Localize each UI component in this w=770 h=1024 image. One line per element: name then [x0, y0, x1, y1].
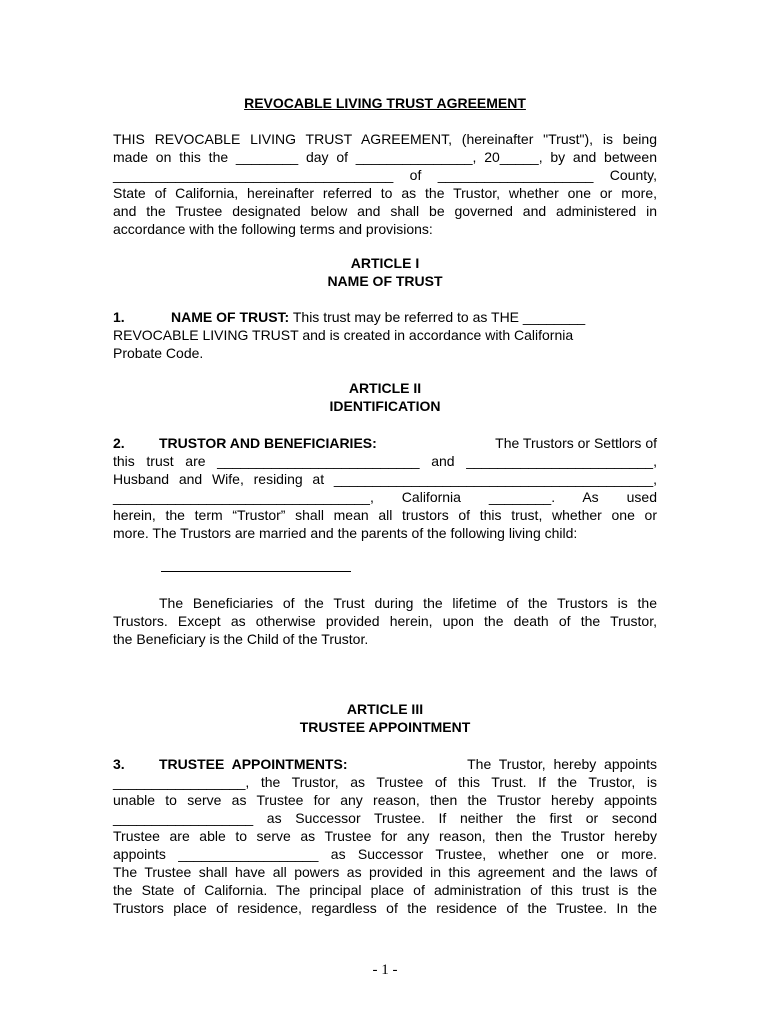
section-3-line: __________________ as Successor Trustee. If neither the first or second: [113, 810, 657, 826]
beneficiaries-line: Trustors. Except as otherwise provided herein, upon the death of the Trustor,: [113, 613, 657, 629]
section-3-line: Trustee are able to serve as Trustee for any reason, then the Trustor hereby: [113, 828, 657, 844]
section-3-heading: TRUSTEE APPOINTMENTS:: [159, 756, 348, 772]
section-1-heading: NAME OF TRUST:: [171, 309, 290, 325]
section-2: [113, 434, 657, 542]
section-3-line: appoints __________________ as Successor Trustee, whether one or more.: [113, 846, 657, 862]
section-2-line: herein, the term “Trustor” shall mean all trustors of this trust, whether one or: [113, 507, 657, 523]
beneficiaries-line: The Beneficiaries of the Trust during the lifetime of the Trustors is the: [159, 595, 657, 611]
section-1-line: REVOCABLE LIVING TRUST and is created in accordance with California: [113, 327, 574, 343]
section-2-line: this trust are __________________________ and ________________________,: [113, 453, 657, 469]
section-2-line: _________________________________, California ________. As used: [113, 489, 657, 505]
intro-line: accordance with the following terms and provisions:: [113, 221, 433, 237]
article-2-heading: [113, 379, 657, 415]
article-1-label: ARTICLE I: [350, 255, 420, 271]
section-3-text: The Trustor, hereby appoints: [467, 756, 657, 772]
section-3: [113, 755, 657, 917]
section-2-number: 2.: [113, 435, 125, 451]
article-2-name: IDENTIFICATION: [329, 398, 441, 414]
intro-line: made on this the ________ day of _______________, 20_____, by and between: [113, 149, 657, 165]
intro-line: THIS REVOCABLE LIVING TRUST AGREEMENT, (hereinafter "Trust"), is being: [113, 131, 657, 147]
intro-line: ____________________________________ of ____________________ County,: [113, 167, 657, 183]
article-2-label: ARTICLE II: [348, 380, 422, 396]
section-2-line: more. The Trustors are married and the parents of the following living child:: [113, 525, 578, 541]
section-2-text: The Trustors or Settlors of: [495, 435, 657, 451]
section-3-line: unable to serve as Trustee for any reason, then the Trustor hereby appoints: [113, 792, 657, 808]
section-1: [113, 308, 657, 362]
section-3-number: 3.: [113, 756, 125, 772]
article-1-name: NAME OF TRUST: [327, 273, 443, 289]
article-3-name: TRUSTEE APPOINTMENT: [299, 719, 471, 735]
intro-line: and the Trustee designated below and shall be governed and administered in: [113, 203, 657, 219]
intro-line: State of California, hereinafter referred to as the Trustor, whether one or more,: [113, 185, 657, 201]
section-3-line: the State of California. The principal place of administration of this trust is the: [113, 882, 657, 898]
child-name-blank: [161, 570, 351, 572]
section-1-number: 1.: [113, 309, 125, 325]
section-1-line: [113, 308, 657, 326]
intro-paragraph: [113, 130, 657, 238]
article-1-heading: [113, 254, 657, 290]
section-3-line: Trustors place of residence, regardless of the residence of the Trustee. In the: [113, 900, 657, 916]
section-3-line: The Trustee shall have all powers as provided in this agreement and the laws of: [113, 864, 657, 880]
document-title: REVOCABLE LIVING TRUST AGREEMENT: [244, 95, 526, 111]
section-3-line: [113, 755, 657, 773]
section-1-text: This trust may be referred to as THE ________: [292, 309, 586, 325]
section-2-line: [113, 434, 657, 452]
section-2-heading: TRUSTOR AND BENEFICIARIES:: [159, 435, 377, 451]
section-2-line: Husband and Wife, residing at _________________________________________,: [113, 471, 657, 487]
page-number: - 1 -: [372, 962, 398, 978]
section-3-line: _________________, the Trustor, as Trustee of this Trust. If the Trustor, is: [113, 774, 657, 790]
section-1-line: Probate Code.: [113, 345, 204, 361]
article-3-heading: [113, 700, 657, 736]
beneficiaries-paragraph: [113, 594, 657, 648]
article-3-label: ARTICLE III: [346, 701, 424, 717]
beneficiaries-line: the Beneficiary is the Child of the Trustor.: [113, 631, 369, 647]
